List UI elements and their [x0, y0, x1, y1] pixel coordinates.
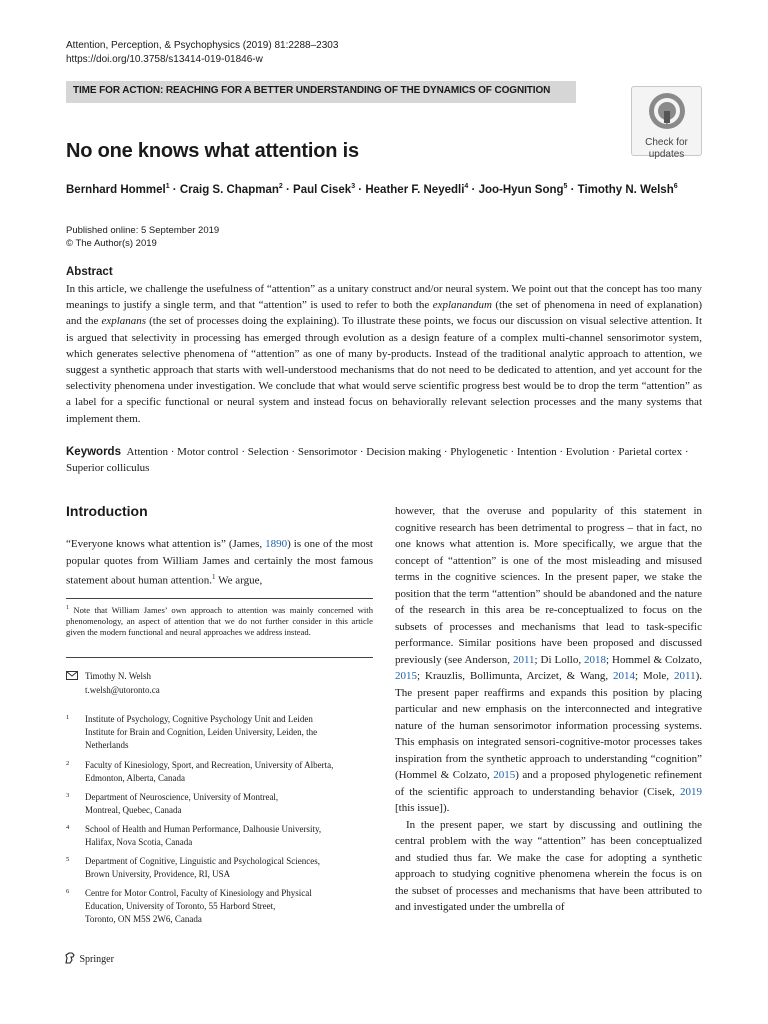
footnote-ref[interactable]: 1	[212, 573, 216, 581]
copyright: © The Author(s) 2019	[66, 238, 157, 249]
intro-left-column	[66, 536, 373, 589]
abstract-part: In this article, we challenge the usefulness of “attention” as a unitary construct and/or neural system. We point out that the concept has too many meanings to justify a single term, and that “attention” is used to refer to both the	[66, 283, 702, 312]
intro-text: ) and a proposed phylogenetic refinement of the scientific approach to understanding behavior (Cisek,	[395, 769, 702, 798]
intro-text: [this issue]).	[395, 802, 450, 814]
citation-link[interactable]: 2014	[613, 670, 636, 682]
keywords-label: Keywords	[66, 446, 121, 458]
author-name: Heather F. Neyedli	[365, 183, 465, 196]
intro-right-column	[395, 503, 702, 916]
affiliation-number: 3	[66, 792, 70, 799]
affiliation-line: Institute of Psychology, Cognitive Psychology Unit and Leiden	[85, 714, 313, 724]
author-name: Joo-Hyun Song	[478, 183, 564, 196]
intro-text: ; Hommel & Colzato,	[606, 653, 702, 666]
correspondence-name: Timothy N. Welsh	[85, 671, 152, 681]
affiliation-line: Faculty of Kinesiology, Sport, and Recreation, University of Alberta,	[85, 760, 334, 770]
abstract-part: (the set of processes doing the explaining). To illustrate these points, we focus our discussion on visual selective attention. It is argued that selectivity in processing has emerged through evolution as a design feature of a complex multi-channel sensorimotor system, which generates selective phenomena of “attention” as one of many by-products. Instead of the traditional analytic approach to attention, we suggest a synthetic approach that starts with well-understood mechanisms that do not need to be dedicated to attention, and yet account for the selectivity phenomena under investigation. We conclude that what would serve scientific progress best would be to drop the term “attention” as a label for a specific functional or neural system and instead focus on behaviorally relevant selection processes and the many systems that implement them.	[66, 315, 702, 425]
author-list: Bernhard Hommel$^1$ · Craig S. Chapman$^2$ · Paul Cisek$^3$ · Heather F. Neyedli$^4$ · Joo-Hyun Song$^5$ · Timothy N. Welsh$^6$	[66, 183, 678, 196]
abstract-text	[66, 281, 702, 427]
affiliation-line: Brown University, Providence, RI, USA	[85, 869, 231, 879]
affiliation-line: School of Health and Human Performance, Dalhousie University,	[85, 824, 322, 834]
correspondence-divider	[66, 657, 373, 658]
footnote	[66, 603, 373, 638]
affiliation-line: Netherlands	[85, 740, 129, 750]
affiliation-line: Edmonton, Alberta, Canada	[85, 773, 185, 783]
author-name: Paul Cisek	[293, 183, 352, 196]
affiliation-number: 2	[66, 760, 70, 767]
author-sup: 1	[165, 183, 170, 190]
keywords	[66, 444, 702, 476]
intro-text: however, that the overuse and popularity of this statement in cognitive research has been detrimental to progress – that in fact, no one knows what attention is. More specifically, we argue that the concept of “attention” is one of the most misleading and misused terms in the cognitive sciences. In the present paper, we stake the position that the term “attention” should be abandoned and the nature of the research in this area be re-conceptualized to focus on the subsets of processes and mechanisms that lead to task-specific performance. Similar positions have been proposed and discussed previously (see Anderson,	[395, 505, 702, 666]
keywords-list: Attention · Motor control · Selection · Sensorimotor · Decision making · Phylogenetic · Intention · Evolution · Parietal cortex · Superior colliculus	[66, 446, 689, 474]
intro-text: ; Di Lollo,	[534, 653, 585, 666]
footnote-number: 1	[66, 605, 69, 611]
springer-horse-icon	[63, 951, 77, 965]
abstract-term: explanans	[101, 315, 147, 328]
abstract-part: (the set of phenomena in need of explanation) and the	[66, 299, 702, 328]
envelope-icon	[66, 671, 78, 680]
affiliation-line: Toronto, ON M5S 2W6, Canada	[85, 914, 202, 924]
author-name: Craig S. Chapman	[179, 183, 279, 196]
intro-paragraph: In the present paper, we start by discussing and outlining the central problem with the way “attention” has been conceptualized and studied thus far. We make the case for adopting a synthetic approach to studying cognitive phenomena wherein the focus is on the subset of processes and mechanisms that have been attributed to and investigated under the umbrella of	[395, 818, 702, 913]
affiliation-number: 1	[66, 714, 70, 721]
doi-link[interactable]: https://doi.org/10.3758/s13414-019-01846-w	[66, 54, 263, 65]
check-for-updates-badge[interactable]	[631, 86, 702, 160]
correspondence-email[interactable]: t.welsh@utoronto.ca	[85, 685, 160, 695]
intro-text: ) is one of the most popular quotes from William James and certainly the most famous statement about human attention.	[66, 538, 373, 587]
author-sup: 2	[278, 183, 283, 190]
badge-label-2: updates	[648, 149, 685, 160]
author-sup: 6	[673, 183, 678, 190]
affiliation-line: Education, University of Toronto, 55 Harbord Street,	[85, 901, 276, 911]
crossmark-icon	[647, 91, 687, 131]
publisher-footer	[63, 951, 114, 965]
affiliation-line: Department of Neuroscience, University of Montreal,	[85, 792, 279, 802]
citation-link[interactable]: 2015	[395, 670, 417, 682]
citation-link[interactable]: 2015	[493, 769, 516, 781]
author-sup: 3	[351, 183, 356, 190]
intro-text: ; Krauzlis, Bollimunta, Arcizet, & Wang,	[417, 670, 614, 682]
special-issue-banner	[66, 81, 576, 103]
journal-citation: Attention, Perception, & Psychophysics (2019) 81:2288–2303	[66, 40, 339, 51]
publication-info	[66, 224, 219, 250]
author-sup: 4	[464, 183, 469, 190]
author-sup: 5	[563, 183, 568, 190]
affiliation-line: Montreal, Quebec, Canada	[85, 805, 182, 815]
correspondence	[66, 669, 366, 699]
affiliation-number: 5	[66, 856, 70, 863]
intro-paragraph	[395, 503, 702, 817]
introduction-heading: Introduction	[66, 503, 148, 519]
article-title: No one knows what attention is	[66, 140, 359, 162]
published-date: Published online: 5 September 2019	[66, 225, 220, 236]
author-name: Bernhard Hommel	[66, 183, 166, 196]
abstract-heading: Abstract	[66, 266, 113, 278]
affiliation-number: 4	[66, 824, 70, 831]
badge-label-1: Check for	[645, 137, 688, 148]
citation-link[interactable]: 2018	[584, 653, 607, 666]
citation-link[interactable]: 2011	[673, 670, 696, 682]
abstract-term: explanandum	[432, 299, 492, 312]
affiliation-line: Institute for Brain and Cognition, Leiden University, Leiden, the	[85, 727, 318, 737]
footnote-text: Note that William James’ own approach to attention was mainly concerned with phenomenology, an aspect of attention that we do not further consider in this article given the modern functional and neural approaches we address instead.	[66, 604, 373, 637]
affiliation-line: Department of Cognitive, Linguistic and Psychological Sciences,	[85, 856, 320, 866]
affiliation-line: Centre for Motor Control, Faculty of Kinesiology and Physical	[85, 888, 312, 898]
intro-text: We argue,	[215, 574, 263, 587]
citation-link[interactable]: 2011	[512, 653, 535, 666]
affiliation-number: 6	[66, 888, 70, 895]
intro-text: ). The present paper reaffirms and expands this position by placing particular and new emphasis on the interconnected and integrative nature of the human sensorimotor information processing systems. This emphasis on integrated sensori-cognitive-motor processes takes inspiration from the synthetic approach to understanding “cognition” (Hommel & Colzato,	[395, 670, 702, 781]
affiliation-line: Halifax, Nova Scotia, Canada	[85, 837, 193, 847]
citation-link[interactable]: 2019	[680, 785, 702, 798]
banner-text: TIME FOR ACTION: REACHING FOR A BETTER UNDERSTANDING OF THE DYNAMICS OF COGNITION	[73, 85, 551, 96]
citation-link[interactable]: 1890	[265, 538, 288, 550]
intro-text: “Everyone knows what attention is” (James,	[66, 538, 266, 550]
intro-text: ; Mole,	[635, 670, 674, 682]
publisher-name: Springer	[79, 954, 114, 965]
author-name: Timothy N. Welsh	[577, 183, 674, 196]
journal-header	[66, 39, 338, 67]
footnote-divider	[66, 598, 373, 599]
